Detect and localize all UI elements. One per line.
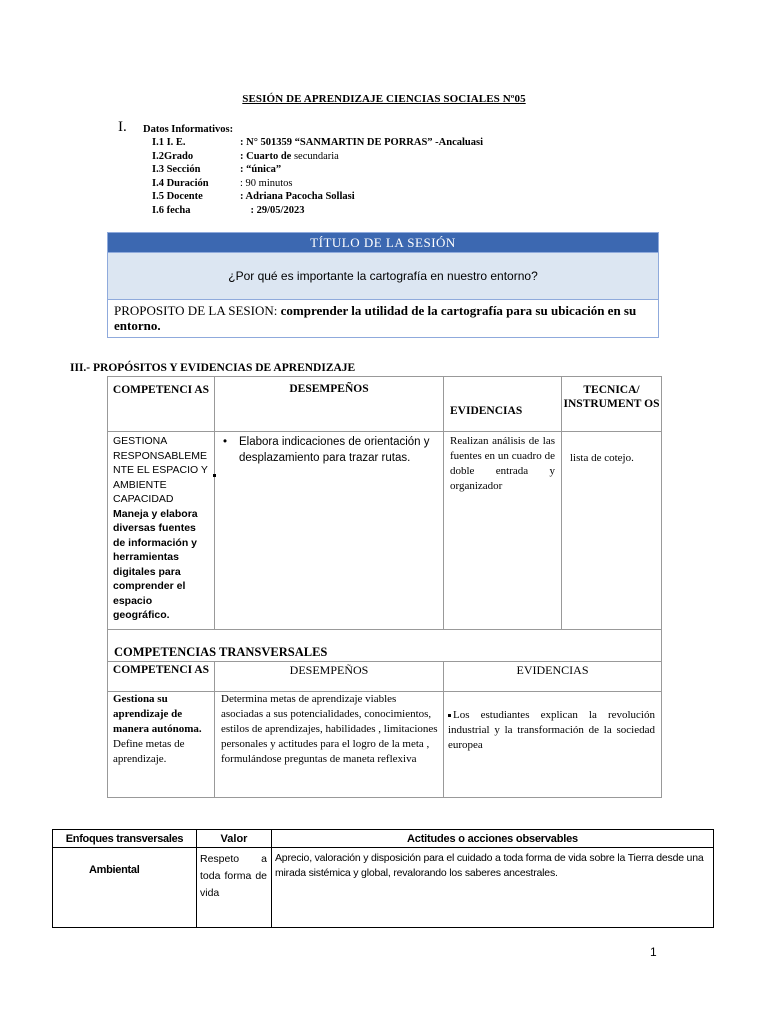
header-tecnica: TECNICA/ INSTRUMENT OS [562, 377, 662, 432]
info-key: I.5 Docente [152, 191, 203, 202]
section-one-numeral: I. [118, 119, 127, 135]
header-desempenos: DESEMPEÑOS [215, 377, 444, 432]
info-value: : Adriana Pacocha Sollasi [240, 191, 355, 202]
info-key: I.2Grado [152, 151, 194, 162]
trans-header-evidencias: EVIDENCIAS [444, 662, 662, 692]
propositos-table [107, 376, 662, 798]
proposito-text: comprender la utilidad de la cartografía para su ubicación en su entorno. [114, 303, 637, 333]
square-bullet-icon [448, 714, 451, 717]
table-row [53, 848, 714, 928]
trans-header-row [108, 662, 662, 692]
info-key: I.4 Duración [152, 178, 209, 189]
info-value: : “única” [240, 164, 282, 175]
info-key: I.1 I. E. [152, 137, 186, 148]
info-value [240, 151, 339, 162]
header-valor: Valor [197, 830, 272, 848]
trans-desempeno-text: Determina metas de aprendizaje viables asociadas a sus potencialidades, conocimientos, estilos de aprendizajes, habilidades , limitaciones personales y actitudes para el logro de la meta , formulándose preguntas de maneta reflexiva [221, 693, 438, 765]
trans-evidencia-cell [444, 692, 662, 798]
session-question: ¿Por qué es importante la cartografía en nuestro entorno? [108, 252, 658, 299]
trans-header-desempenos: DESEMPEÑOS [215, 662, 444, 692]
tecnica-cell [562, 432, 662, 630]
enfoques-header-row [53, 830, 714, 848]
document-title: SESIÓN DE APRENDIZAJE CIENCIAS SOCIALES Nº05 [242, 93, 526, 105]
evidencia-text: Realizan análisis de las fuentes en un cuadro de doble entrada y organizador [450, 435, 555, 492]
info-value: : 90 minutos [240, 178, 293, 189]
info-value-bold: : Cuarto de [240, 151, 292, 162]
bullet-icon: • [223, 436, 228, 448]
desempeno-cell [215, 432, 444, 630]
enfoque-cell: Ambiental [53, 848, 197, 928]
table-row [108, 432, 662, 630]
transversales-title-row [108, 630, 662, 662]
section-three-title: III.- PROPÓSITOS Y EVIDENCIAS DE APRENDIZAJE [70, 362, 356, 374]
trans-desempeno-cell [215, 692, 444, 798]
actitudes-cell: Aprecio, valoración y disposición para el cuidado a toda forma de vida sobre la Tierra desde una mirada sistémica y global, revalorando los saberes ancestrales. [272, 848, 714, 928]
trans-evidencia-text: Los estudiantes explican la revolución industrial y la transformación de la sociedad europea [448, 709, 655, 751]
trans-header-competencias: COMPETENCI AS [108, 662, 215, 692]
datos-informativos-label: Datos Informativos: [143, 124, 234, 135]
table-row [108, 692, 662, 798]
header-actitudes: Actitudes o acciones observables [272, 830, 714, 848]
competencia-text: GESTIONA RESPONSABLEME NTE EL ESPACIO Y AMBIENTE CAPACIDAD [113, 435, 208, 505]
info-value: : N° 501359 “SANMARTIN DE PORRAS” -Ancaluasi [240, 137, 484, 148]
proposito-label: PROPOSITO DE LA SESION: [114, 303, 281, 318]
info-value-rest: secundaria [291, 151, 339, 162]
table-header-row [108, 377, 662, 432]
header-competencias: COMPETENCI AS [108, 377, 215, 432]
trans-competencia-text: Define metas de aprendizaje. [113, 738, 185, 765]
evidencia-cell [444, 432, 562, 630]
info-key: I.6 fecha [152, 205, 191, 216]
square-bullet-icon [213, 474, 216, 477]
transversales-title: COMPETENCIAS TRANSVERSALES [108, 630, 662, 662]
proposito-box [108, 299, 658, 337]
capacidad-text: Maneja y elabora diversas fuentes de información y herramientas digitales para comprender el espacio geográfico. [113, 507, 198, 621]
info-value: : 29/05/2023 [240, 205, 305, 216]
page-number: 1 [650, 945, 657, 959]
trans-competencia-cell [108, 692, 215, 798]
info-key: I.3 Sección [152, 164, 201, 175]
header-enfoque: Enfoques transversales [53, 830, 197, 848]
competencia-cell [108, 432, 215, 630]
enfoques-table [52, 829, 714, 928]
valor-cell: Respeto a toda forma de vida [197, 848, 272, 928]
trans-competencia-bold: Gestiona su aprendizaje de manera autónoma. [113, 693, 202, 735]
session-title-bar: TÍTULO DE LA SESIÓN [108, 233, 658, 252]
header-evidencias: EVIDENCIAS [444, 377, 562, 432]
session-title-block [107, 232, 659, 338]
tecnica-text: lista de cotejo. [570, 452, 634, 464]
desempeno-text: Elabora indicaciones de orientación y desplazamiento para trazar rutas. [239, 436, 430, 464]
